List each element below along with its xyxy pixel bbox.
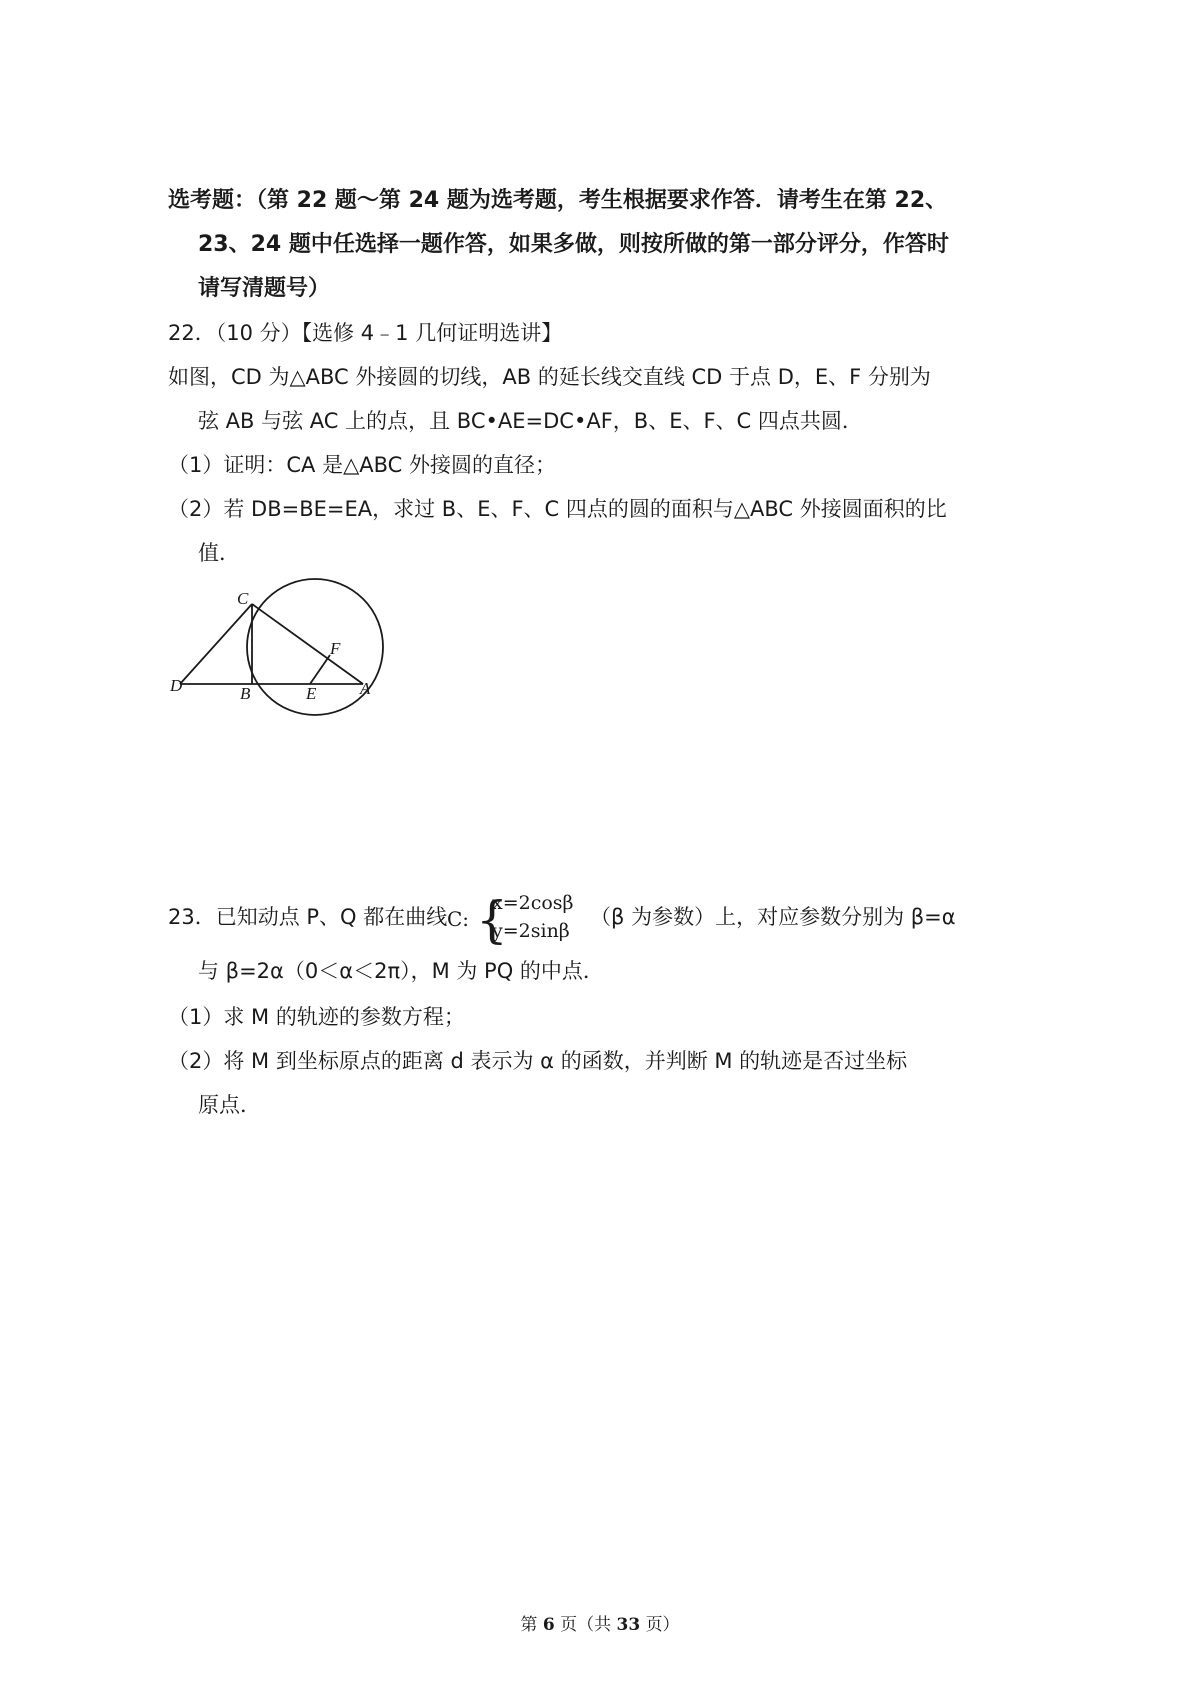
q22-part-2-line-1: （2）若 DB=BE=EA，求过 B、E、F、C 四点的圆的面积与△ABC 外接圆面积的比	[168, 497, 947, 521]
formula-y: y=2sinβ	[492, 920, 570, 942]
footer-total-pages: 33	[616, 1615, 641, 1635]
q23-part-1: （1）求 M 的轨迹的参数方程；	[168, 1005, 465, 1029]
formula-x: x=2cosβ	[492, 892, 574, 914]
q23-line-2: 与 β=2α（0＜α＜2π），M 为 PQ 的中点．	[198, 959, 604, 983]
parametric-formula	[476, 890, 586, 950]
segment-DC	[180, 604, 252, 684]
q22-stem-line-2: 弦 AB 与弦 AC 上的点，且 BC•AE=DC•AF，B、E、F、C 四点共圆．	[198, 409, 863, 433]
q23-line-1-after: （β 为参数）上，对应参数分别为 β=α	[590, 905, 956, 929]
section-header-line-3: 请写清题号）	[198, 276, 331, 301]
segment-CA	[252, 604, 363, 684]
q23-part-2-line-1: （2）将 M 到坐标原点的距离 d 表示为 α 的函数，并判断 M 的轨迹是否过坐标	[168, 1049, 908, 1073]
label-C: C	[237, 589, 249, 608]
q22-part-1: （1）证明：CA 是△ABC 外接圆的直径；	[168, 453, 556, 477]
footer-prefix: 第	[520, 1615, 538, 1635]
q23-part-2-line-2: 原点．	[198, 1093, 261, 1117]
q23-line-1-before: 23．已知动点 P、Q 都在曲线	[168, 905, 448, 929]
footer-page-number: 6	[542, 1615, 555, 1635]
label-E: E	[306, 684, 317, 703]
label-B: B	[240, 684, 251, 703]
label-D: D	[170, 676, 183, 695]
label-A: A	[360, 679, 371, 698]
curve-name: C:	[447, 907, 470, 931]
segment-EF	[310, 655, 330, 684]
page-footer	[0, 1610, 1200, 1635]
q22-heading: 22．（10 分）【选修 4﹣1 几何证明选讲】	[168, 321, 563, 345]
q22-stem-line-1: 如图，CD 为△ABC 外接圆的切线，AB 的延长线交直线 CD 于点 D，E、F 分别为	[168, 365, 931, 389]
formula-brace: {	[476, 891, 508, 949]
geometry-figure	[160, 570, 400, 730]
footer-middle: 页（共	[560, 1615, 612, 1635]
section-header-line-2: 23、24 题中任选择一题作答，如果多做，则按所做的第一部分评分，作答时	[198, 232, 949, 257]
footer-suffix: 页）	[645, 1615, 680, 1635]
section-header-line-1: 选考题：（第 22 题～第 24 题为选考题，考生根据要求作答．请考生在第 22、	[168, 188, 948, 213]
label-F: F	[330, 639, 341, 658]
q22-part-2-line-2: 值．	[198, 541, 240, 565]
